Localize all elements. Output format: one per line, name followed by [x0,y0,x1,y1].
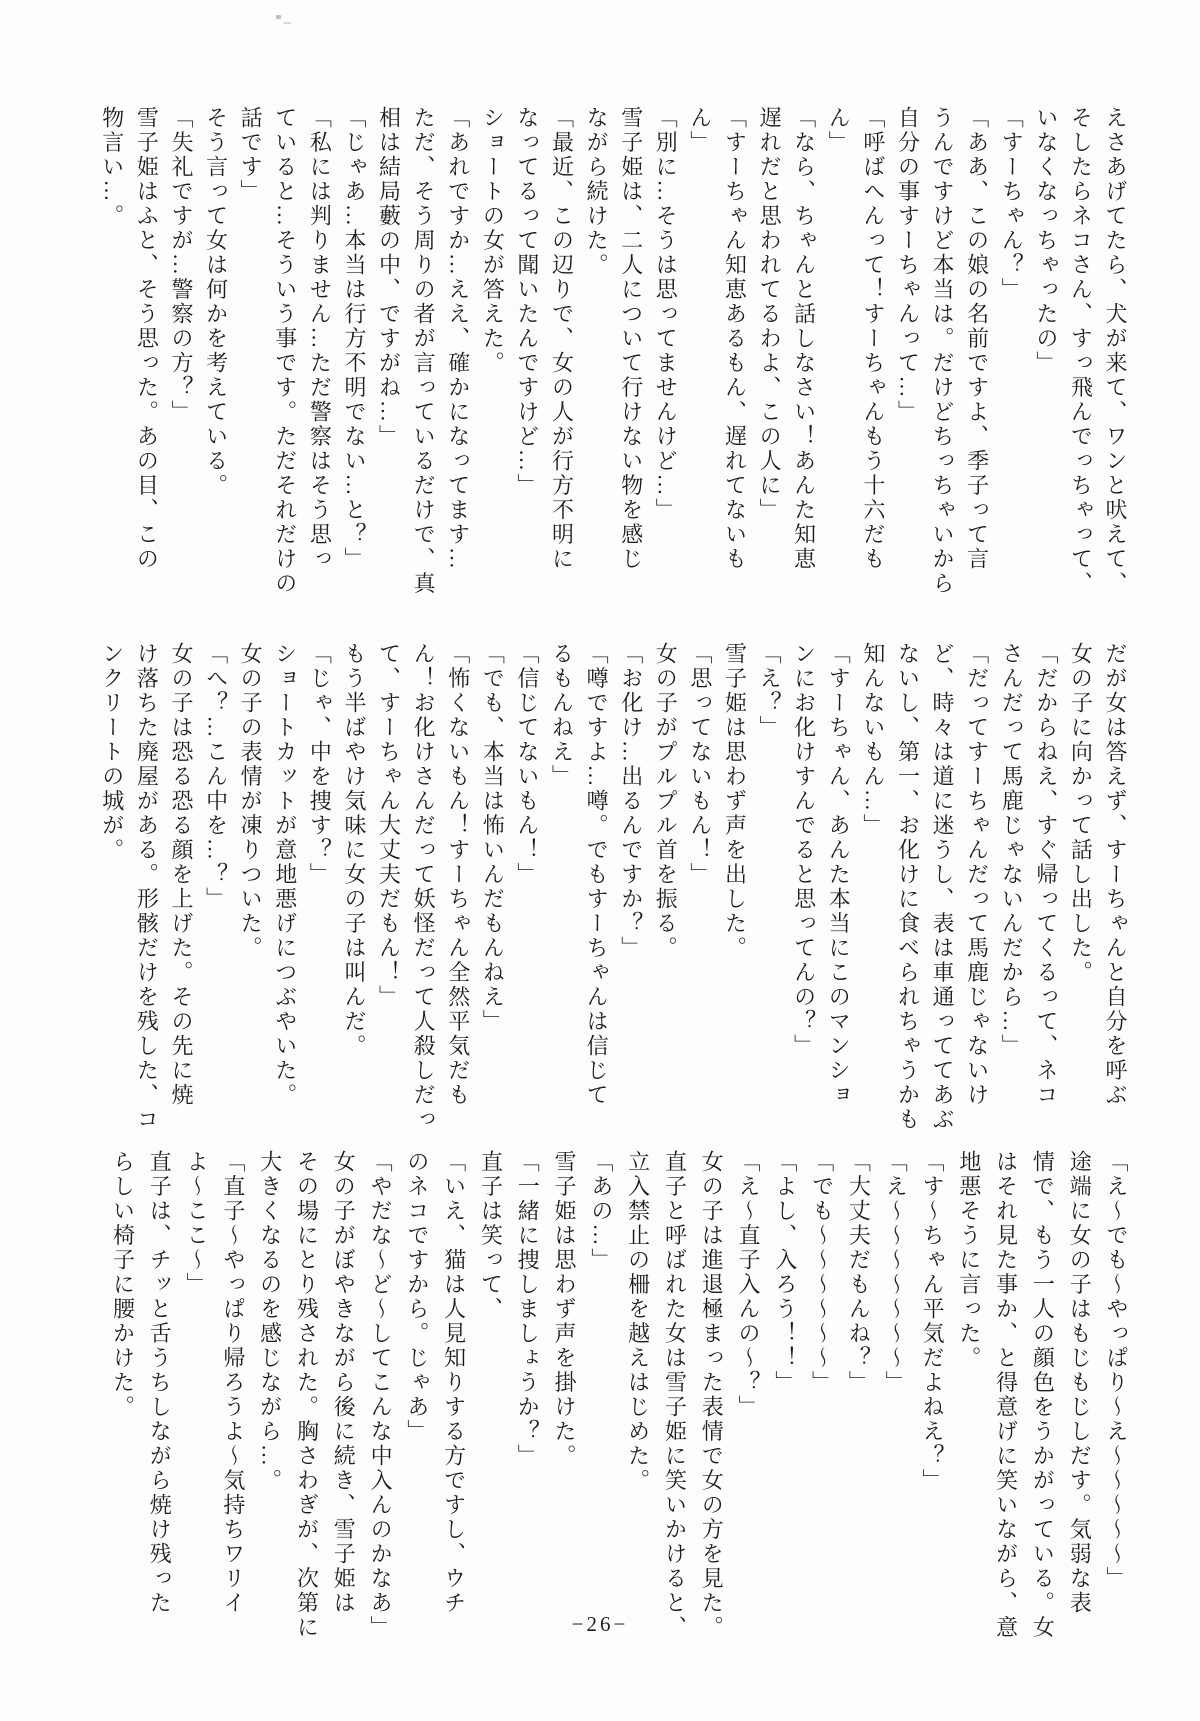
text-column: ん」 [826,106,852,155]
text-column: のネコですから。じゃあ」 [404,1150,430,1444]
text-column: そしたらネコさん、すっ飛んでっちゃって、 [1068,106,1094,596]
text-column: はそれ見た事か、と得意げに笑いながら、意 [993,1150,1019,1640]
text-column: その場にとり残された。胸さわぎが、次第に [294,1150,320,1640]
text-column: 「すーちゃん知恵あるもん、遅れてないも [722,106,748,572]
text-column: 「呼ばへんって！すーちゃんもう十六だも [860,106,886,572]
text-column: 雪子姫は思わず声を出した。 [722,642,748,961]
text-column: 「でも、本当は怖いんだもんねえ」 [480,642,506,1034]
text-band-middle [94,642,1132,1142]
text-column: 「噂ですよ…噂。でもすーちゃんは信じて [584,642,610,1108]
text-column: 雪子姫は思わず声を掛けた。 [552,1150,578,1469]
text-column: 女の子は恐る恐る顔を上げた。その先に焼 [168,642,194,1108]
text-column: ショートの女が答えた。 [480,106,506,376]
text-column: ん」 [687,106,713,155]
text-column: 女の子に向かって話し出した。 [1068,642,1094,985]
text-column: らしい椅子に腰かけた。 [110,1150,136,1420]
text-column: 「よし、入ろう！！」 [772,1150,798,1395]
text-column: 「いえ、猫は人見知りする方ですし、ウチ [441,1150,467,1616]
text-column: さんだって馬鹿じゃないんだから…」 [999,642,1025,1059]
text-column: 直子は、チッと舌うちしながら焼け残った [147,1150,173,1616]
text-column: 「でも〜〜〜〜〜〜」 [809,1150,835,1395]
text-column: 「すーちゃん、あんた本当にこのマンショ [826,642,852,1108]
text-column: 「別に…そうは思ってませんけど…」 [653,106,679,523]
text-column: 「あれですか…ええ、確かになってます… [445,106,471,572]
text-column: そう言って女は何かを考えている。 [203,106,229,498]
text-column: 「なら、ちゃんと話しなさい！あんた知恵 [791,106,817,572]
text-column: 「一緒に捜しましょうか？」 [515,1150,541,1469]
text-column: 情で、もう一人の顔色をうかがっている。女 [1030,1150,1056,1640]
text-column: なってるって聞いたんですけど…」 [514,106,540,498]
text-column: 女の子の表情が凍りついた。 [238,642,264,961]
text-column: 「すーちゃん？」 [999,106,1025,302]
text-column: よ〜ここ〜」 [184,1150,210,1297]
text-column: 「直子〜やっぱり帰ろうよ〜気持ちワリイ [220,1150,246,1616]
text-column: ん！お化けさんだって妖怪だって人殺しだっ [411,642,437,1132]
scan-speck [276,15,281,19]
text-column: ンにお化けすんでると思ってんの？」 [791,642,817,1059]
page-number: −26− [571,1612,629,1636]
text-column: 「思ってないもん！」 [687,642,713,887]
text-column: 途端に女の子はもじもじしだす。気弱な表 [1067,1150,1093,1616]
text-column: 「だってすーちゃんだって馬鹿じゃないけ [964,642,990,1108]
text-column: 話です」 [238,106,264,204]
text-column: いなくなっちゃったの」 [1033,106,1059,376]
text-column: ただ、そう周りの者が言っているだけで、真 [411,106,437,596]
text-column: 地悪そうに言った。 [956,1150,982,1371]
text-column: 「あの…」 [588,1150,614,1273]
text-column: ないし、第一、お化けに食べられちゃうかも [895,642,921,1132]
text-column: 立入禁止の柵を越えはじめた。 [625,1150,651,1493]
text-column: ながら続けた。 [584,106,610,278]
text-column: 大きくなるのを感じながら…。 [257,1150,283,1493]
text-column: 「私には判りません…ただ警察はそう思っ [307,106,333,572]
text-column: だが女は答えず、すーちゃんと自分を呼ぶ [1103,642,1128,1108]
text-column: 「じゃ、中を捜す？」 [307,642,333,887]
text-column: 相は結局藪の中、ですがね…」 [376,106,402,449]
text-column: 「信じてないもん！」 [514,642,540,887]
text-column: て、すーちゃん大丈夫だもん！」 [376,642,402,1010]
text-column: 「え〜でも〜やっぱり〜え〜〜〜〜〜」 [1104,1150,1129,1591]
text-column: 「やだな〜ど〜してこんな中入んのかなあ」 [368,1150,394,1640]
text-column: 「怖くないもん！すーちゃん全然平気だも [445,642,471,1108]
text-column: ンクリートの城が。 [99,642,125,863]
text-column: 知んないもん…」 [860,642,886,838]
text-column: 「じゃあ…本当は行方不明でない…と？」 [341,106,367,572]
text-column: 「え？」 [757,642,783,740]
text-band-bottom [104,1150,1134,1650]
text-column: 「だからねえ、すぐ帰ってくるって、ネコ [1033,642,1059,1108]
text-column: うんですけど本当は。だけどちっちゃいから [930,106,956,596]
text-column: 「へ？…こん中を…？」 [203,642,229,912]
text-column: えさあげてたら、犬が来て、ワンと吠えて、 [1103,106,1128,596]
text-column: 雪子姫は、二人について行けない物を感じ [618,106,644,572]
text-column: 物言い…。 [99,106,125,229]
text-column: 遅れだと思われてるわよ、この人に」 [757,106,783,523]
text-column: 「ああ、この娘の名前ですよ、季子って言 [964,106,990,572]
text-column: 女の子がプルプル首を振る。 [653,642,679,961]
text-column: 直子と呼ばれた女は雪子姫に笑いかけると、 [662,1150,688,1640]
text-column: もう半ばやけ気味に女の子は叫んだ。 [341,642,367,1059]
text-column: 女の子は進退極まった表情で女の方を見た。 [699,1150,725,1640]
text-column: け落ちた廃屋がある。形骸だけを残した、コ [134,642,160,1132]
text-band-top [94,106,1132,606]
text-column: ていると…そういう事です。ただそれだけの [272,106,298,596]
text-column: 雪子姫はふと、そう思った。あの目、この [134,106,160,572]
text-column: 「失礼ですが…警察の方？」 [168,106,194,425]
text-column: 女の子がぼやきながら後に続き、雪子姫は [331,1150,357,1616]
text-column: 「お化け…出るんですか？」 [618,642,644,961]
text-column: ど、時々は道に迷うし、表は車通っててあぶ [930,642,956,1132]
text-column: 「え〜〜〜〜〜〜〜」 [883,1150,909,1395]
text-column: ショートカットが意地悪げにつぶやいた。 [272,642,298,1108]
text-column: 「大丈夫だもんね？」 [846,1150,872,1395]
text-column: 「す〜ちゃん平気だよねえ？」 [920,1150,946,1493]
text-column: 自分の事すーちゃんって…」 [895,106,921,425]
text-column: るもんねえ」 [549,642,575,789]
scan-speck [283,22,291,24]
text-column: 直子は笑って、 [478,1150,504,1322]
text-column: 「え〜直子入んの〜？」 [736,1150,762,1420]
text-column: 「最近、この辺りで、女の人が行方不明に [549,106,575,572]
